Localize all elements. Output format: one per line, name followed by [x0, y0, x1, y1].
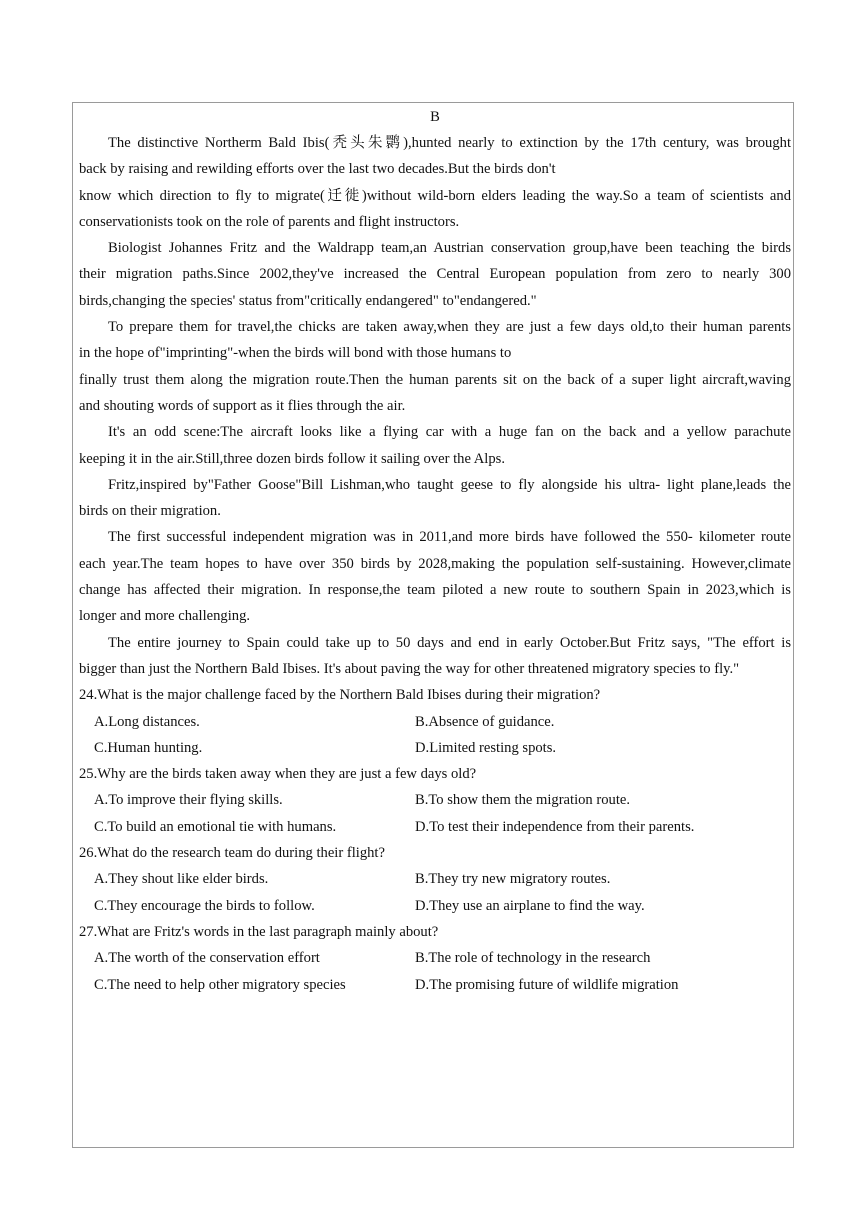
text-line: Fritz,inspired by"Father Goose"Bill Lishman,who taught geese to fly alongside his ultra- light plane,leads the [108, 476, 791, 493]
text-line: conservationists took on the role of parents and flight instructors. [79, 213, 460, 230]
option-a: A.Long distances. [94, 713, 200, 730]
option-d: D.The promising future of wildlife migration [415, 976, 679, 993]
text-line: Biologist Johannes Fritz and the Waldrapp team,an Austrian conservation group,have been teaching the birds [108, 240, 791, 257]
option-d: D.To test their independence from their parents. [415, 818, 695, 835]
option-b: B.Absence of guidance. [415, 713, 555, 730]
text-line: The first successful independent migration was in 2011,and more birds have followed the 550- kilometer route [108, 529, 791, 546]
option-c: C.They encourage the birds to follow. [94, 897, 315, 914]
reading-passage-section [79, 104, 791, 998]
option-row [79, 945, 791, 971]
question-stem: 26.What do the research team do during their flight? [79, 845, 385, 862]
text-line: birds on their migration. [79, 503, 221, 520]
question-25 [79, 761, 791, 840]
passage-paragraph-1 [79, 130, 791, 235]
text-line: back by raising and rewilding efforts over the last two decades.But the birds don't [79, 161, 556, 178]
option-b: B.To show them the migration route. [415, 792, 631, 809]
option-b: B.The role of technology in the research [415, 950, 651, 967]
text-line: It's an odd scene:The aircraft looks like a flying car with a huge fan on the back and a yellow parachute [108, 424, 791, 441]
question-26 [79, 840, 791, 919]
text-line: The entire journey to Spain could take up to 50 days and end in early October.But Fritz says, "The effort is [108, 634, 791, 651]
text-line: in the hope of"imprinting"-when the birds will bond with those humans to [79, 345, 512, 362]
question-24 [79, 682, 791, 761]
option-d: D.They use an airplane to find the way. [415, 897, 645, 914]
question-stem: 27.What are Fritz's words in the last paragraph mainly about? [79, 923, 439, 940]
text-line: their migration paths.Since 2002,they've increased the Central European population from zero to nearly 300 [79, 266, 791, 283]
option-row [79, 709, 791, 735]
option-a: A.The worth of the conservation effort [94, 950, 320, 967]
question-27 [79, 919, 791, 998]
passage-paragraph-3 [79, 314, 791, 419]
option-c: C.To build an emotional tie with humans. [94, 818, 337, 835]
option-a: A.To improve their flying skills. [94, 792, 283, 809]
text-line: The distinctive Northerm Bald Ibis(秃头朱鹮),hunted nearly to extinction by the 17th century, was brought [108, 135, 791, 151]
text-line: each year.The team hopes to have over 350 birds by 2028,making the population self-sustaining. However,climate [79, 555, 791, 572]
question-stem: 24.What is the major challenge faced by the Northern Bald Ibises during their migration? [79, 687, 601, 704]
option-d: D.Limited resting spots. [415, 739, 557, 756]
option-c: C.Human hunting. [94, 739, 203, 756]
option-row [79, 735, 791, 761]
text-line: bigger than just the Northern Bald Ibises. It's about paving the way for other threatened migratory species to fly." [79, 660, 740, 677]
text-line: birds,changing the species' status from"critically endangered" to"endangered." [79, 292, 537, 309]
passage-paragraph-5 [79, 472, 791, 525]
option-row [79, 814, 791, 840]
text-line: and shouting words of support as it flies through the air. [79, 397, 406, 414]
option-c: C.The need to help other migratory species [94, 976, 346, 993]
passage-paragraph-4 [79, 419, 791, 472]
option-row [79, 893, 791, 919]
section-label: B [430, 109, 440, 125]
passage-paragraph-7 [79, 630, 791, 683]
question-stem: 25.Why are the birds taken away when they are just a few days old? [79, 766, 477, 783]
passage-paragraph-2 [79, 235, 791, 314]
text-line: know which direction to fly to migrate(迁徙)without wild-born elders leading the way.So a team of scientists and [79, 187, 791, 204]
text-line: To prepare them for travel,the chicks are taken away,when they are just a few days old,to their human parents [108, 319, 791, 336]
text-line: longer and more challenging. [79, 608, 251, 625]
text-line: change has affected their migration. In response,the team piloted a new route to southern Spain in 2023,which is [79, 582, 791, 599]
text-line: finally trust them along the migration route.Then the human parents sit on the back of a super light aircraft,waving [79, 371, 791, 388]
option-b: B.They try new migratory routes. [415, 871, 611, 888]
option-a: A.They shout like elder birds. [94, 871, 269, 888]
option-row [79, 787, 791, 813]
text-line: keeping it in the air.Still,three dozen birds follow it sailing over the Alps. [79, 450, 505, 467]
option-row [79, 866, 791, 892]
passage-paragraph-6 [79, 524, 791, 629]
option-row [79, 972, 791, 998]
